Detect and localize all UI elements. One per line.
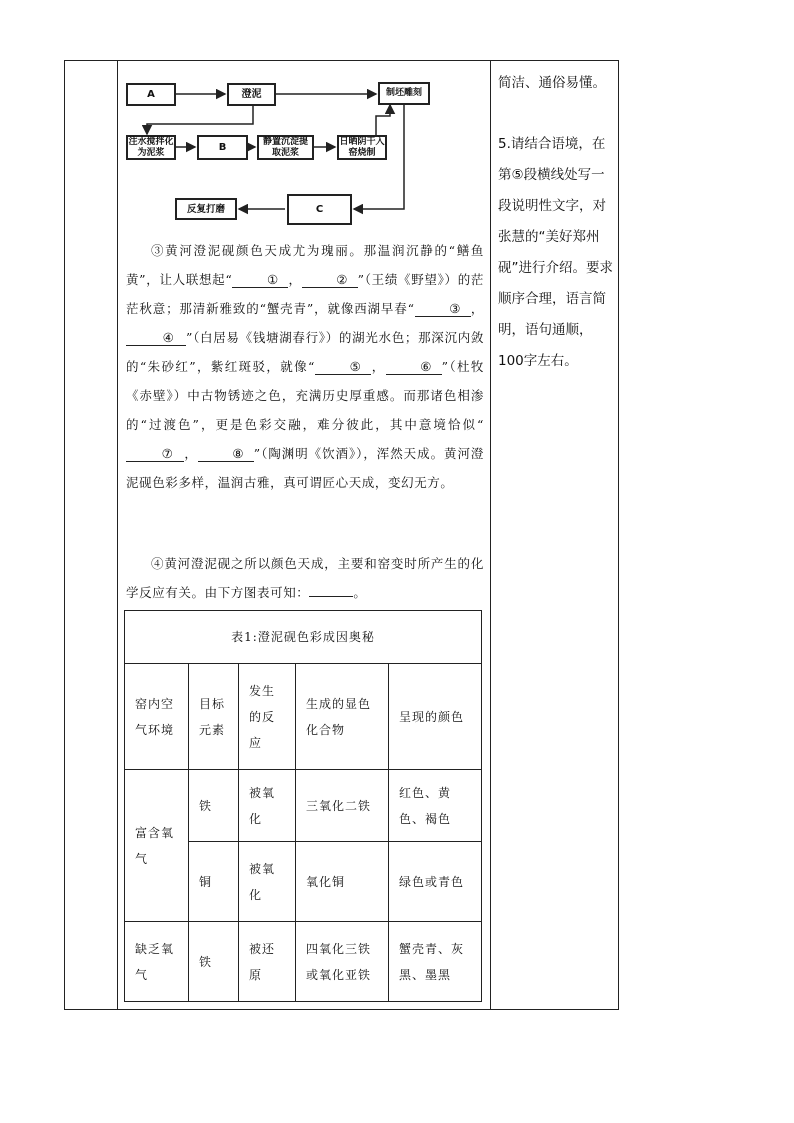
para4-end: 。 xyxy=(353,585,367,600)
process-flow-diagram xyxy=(118,72,490,232)
table-caption: 表1:澄泥砚色彩成因奥秘 xyxy=(125,611,482,664)
para3-text-7: ”（杜牧《赤壁》）中古物锈迹之色，充满历史厚重感。而那诸色相渗的“过渡色”，更是色彩交融，难分彼此，其中意境恰似“ xyxy=(126,359,484,432)
flow-box-zhushui: 注水搅拌化为泥浆 xyxy=(126,135,176,160)
table-row xyxy=(125,770,482,842)
header-color: 呈现的颜色 xyxy=(389,664,482,770)
column-divider-right xyxy=(490,60,491,1010)
cell-compound: 氧化铜 xyxy=(296,842,389,922)
flow-box-b: B xyxy=(197,135,248,160)
header-env: 窑内空气环境 xyxy=(125,664,189,770)
blank-answer xyxy=(309,596,353,597)
cell-color: 红色、黄色、褐色 xyxy=(389,770,482,842)
flow-box-fanfu: 反复打磨 xyxy=(175,198,237,220)
blank-8: ⑧ xyxy=(198,447,254,462)
blank-1: ① xyxy=(232,273,288,288)
flow-box-a: A xyxy=(126,83,176,106)
flow-box-zhiyan: 制坯雕刻 xyxy=(378,82,430,105)
cell-element: 铁 xyxy=(189,922,239,1002)
cell-compound: 四氧化三铁或氧化亚铁 xyxy=(296,922,389,1002)
flow-box-chengni: 澄泥 xyxy=(227,83,276,106)
color-cause-table xyxy=(124,610,482,1002)
flow-box-rishai: 日晒阴干入窑烧制 xyxy=(337,135,387,160)
para3-sep-1: ， xyxy=(288,272,302,287)
cell-color: 绿色或青色 xyxy=(389,842,482,922)
cell-color: 蟹壳青、灰黑、墨黑 xyxy=(389,922,482,1002)
para3-text-3: ”（王绩《野望》）的茫茫秋意；那清新雅致的“蟹壳青”，就像西湖早春“ xyxy=(126,272,484,316)
header-reaction: 发生的反应 xyxy=(239,664,296,770)
para3-sep-2: ， xyxy=(470,301,484,316)
cell-env: 缺乏氧气 xyxy=(125,922,189,1002)
para3-sep-3: ， xyxy=(370,359,386,374)
cell-reaction: 被氧化 xyxy=(239,842,296,922)
blank-4: ④ xyxy=(126,331,186,346)
cell-env: 富含氧气 xyxy=(125,770,189,922)
header-compound: 生成的显色化合物 xyxy=(296,664,389,770)
flow-box-c: C xyxy=(287,194,352,225)
para3-text-5: ”（白居易《钱塘湖春行》）的湖光水色；那深沉内敛的“朱砂红”，紫红斑驳，就像“ xyxy=(126,330,484,374)
header-element: 目标元素 xyxy=(189,664,239,770)
cell-reaction: 被还原 xyxy=(239,922,296,1002)
blank-6: ⑥ xyxy=(386,360,442,375)
para3-sep-4: ， xyxy=(184,446,198,461)
paragraph-3 xyxy=(126,236,484,497)
para3-text-9: ”（陶渊明《饮酒》），浑然天成。黄河澄泥砚色彩多样，温润古雅，真可谓匠心天成，变幻无方。 xyxy=(126,446,484,490)
flow-box-jingzhi: 静置沉淀提取泥浆 xyxy=(257,135,314,160)
side-note-line1: 简洁、通俗易懂。 xyxy=(498,75,606,91)
cell-reaction: 被氧化 xyxy=(239,770,296,842)
cell-compound: 三氧化二铁 xyxy=(296,770,389,842)
blank-7: ⑦ xyxy=(126,447,184,462)
para4-text: ④黄河澄泥砚之所以颜色天成，主要和窑变时所产生的化学反应有关。由下方图表可知： xyxy=(126,556,484,600)
blank-5: ⑤ xyxy=(315,360,371,375)
cell-element: 铜 xyxy=(189,842,239,922)
blank-2: ② xyxy=(302,273,358,288)
table-row xyxy=(125,922,482,1002)
cell-element: 铁 xyxy=(189,770,239,842)
blank-3: ③ xyxy=(415,302,471,317)
paragraph-4 xyxy=(126,549,484,607)
side-question-5: 5.请结合语境，在第⑤段横线处写一段说明性文字，对张慧的“美好郑州砚”进行介绍。要求顺序合理，语言简明，语句通顺，100字左右。 xyxy=(498,136,613,369)
para3-text-1: ③黄河澄泥砚颜色天成尤为瑰丽。那温润沉静的“鳝鱼黄”，让人联想起“ xyxy=(126,243,484,287)
